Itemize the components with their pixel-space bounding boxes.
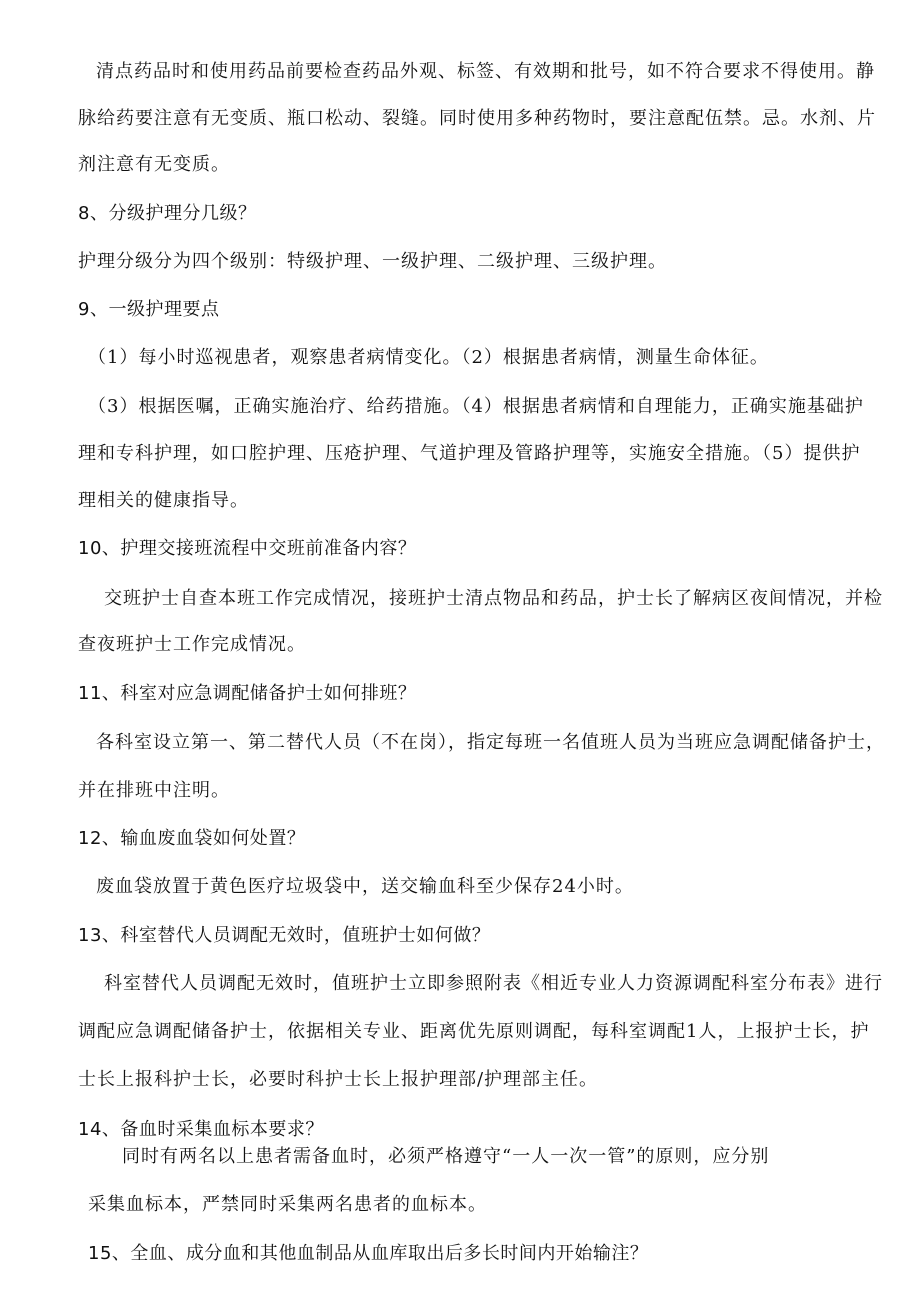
paragraph-line: 各科室设立第一、第二替代人员（不在岗），指定每班一名值班人员为当班应急调配储备护士， [96, 732, 885, 753]
paragraph-line: 科室替代人员调配无效时，值班护士立即参照附表《相近专业人力资源调配科室分布表》进行 [104, 973, 883, 994]
paragraph-line: 调配应急调配储备护士，依据相关专业、距离优先原则调配，每科室调配1人，上报护士长，护 [78, 1021, 870, 1042]
question-8-heading: 8、分级护理分几级？ [78, 203, 257, 224]
paragraph-line: 查夜班护士工作完成情况。 [78, 634, 306, 655]
paragraph-line: 脉给药要注意有无变质、瓶口松动、裂缝。同时使用多种药物时，要注意配伍禁。忌。水剂、片 [78, 108, 876, 129]
paragraph-line: 同时有两名以上患者需备血时，必须严格遵守“一人一次一管”的原则，应分别 [122, 1146, 770, 1167]
question-12-heading: 12、输血废血袋如何处置？ [78, 828, 306, 849]
paragraph-line: 剂注意有无变质。 [78, 154, 230, 175]
paragraph-line: 废血袋放置于黄色医疗垃圾袋中，送交输血科至少保存24小时。 [96, 876, 634, 897]
question-11-heading: 11、科室对应急调配储备护士如何排班？ [78, 683, 417, 704]
question-15-heading: 15、全血、成分血和其他血制品从血库取出后多长时间内开始输注？ [88, 1243, 649, 1264]
paragraph-line: 并在排班中注明。 [78, 780, 230, 801]
paragraph-line: 理相关的健康指导。 [78, 490, 249, 511]
paragraph-line: 清点药品时和使用药品前要检查药品外观、标签、有效期和批号，如不符合要求不得使用。静 [96, 61, 875, 82]
paragraph-line: 采集血标本，严禁同时采集两名患者的血标本。 [88, 1194, 487, 1215]
paragraph-line: 士长上报科护士长，必要时科护士长上报护理部/护理部主任。 [78, 1069, 599, 1090]
paragraph-line: 交班护士自查本班工作完成情况，接班护士清点物品和药品，护士长了解病区夜间情况，并检 [104, 588, 883, 609]
paragraph-line: （1）每小时巡视患者，观察患者病情变化。（2）根据患者病情，测量生命体征。 [88, 347, 769, 368]
question-10-heading: 10、护理交接班流程中交班前准备内容？ [78, 538, 417, 559]
question-14-heading: 14、备血时采集血标本要求？ [78, 1119, 324, 1140]
question-13-heading: 13、科室替代人员调配无效时，值班护士如何做？ [78, 925, 491, 946]
paragraph-line: （3）根据医嘱，正确实施治疗、给药措施。（4）根据患者病情和自理能力，正确实施基础护 [88, 396, 864, 417]
paragraph-line: 理和专科护理，如口腔护理、压疮护理、气道护理及管路护理等，实施安全措施。（5）提供护 [78, 443, 861, 464]
question-9-heading: 9、一级护理要点 [78, 299, 220, 320]
paragraph-line: 护理分级分为四个级别：特级护理、一级护理、二级护理、三级护理。 [78, 251, 667, 272]
